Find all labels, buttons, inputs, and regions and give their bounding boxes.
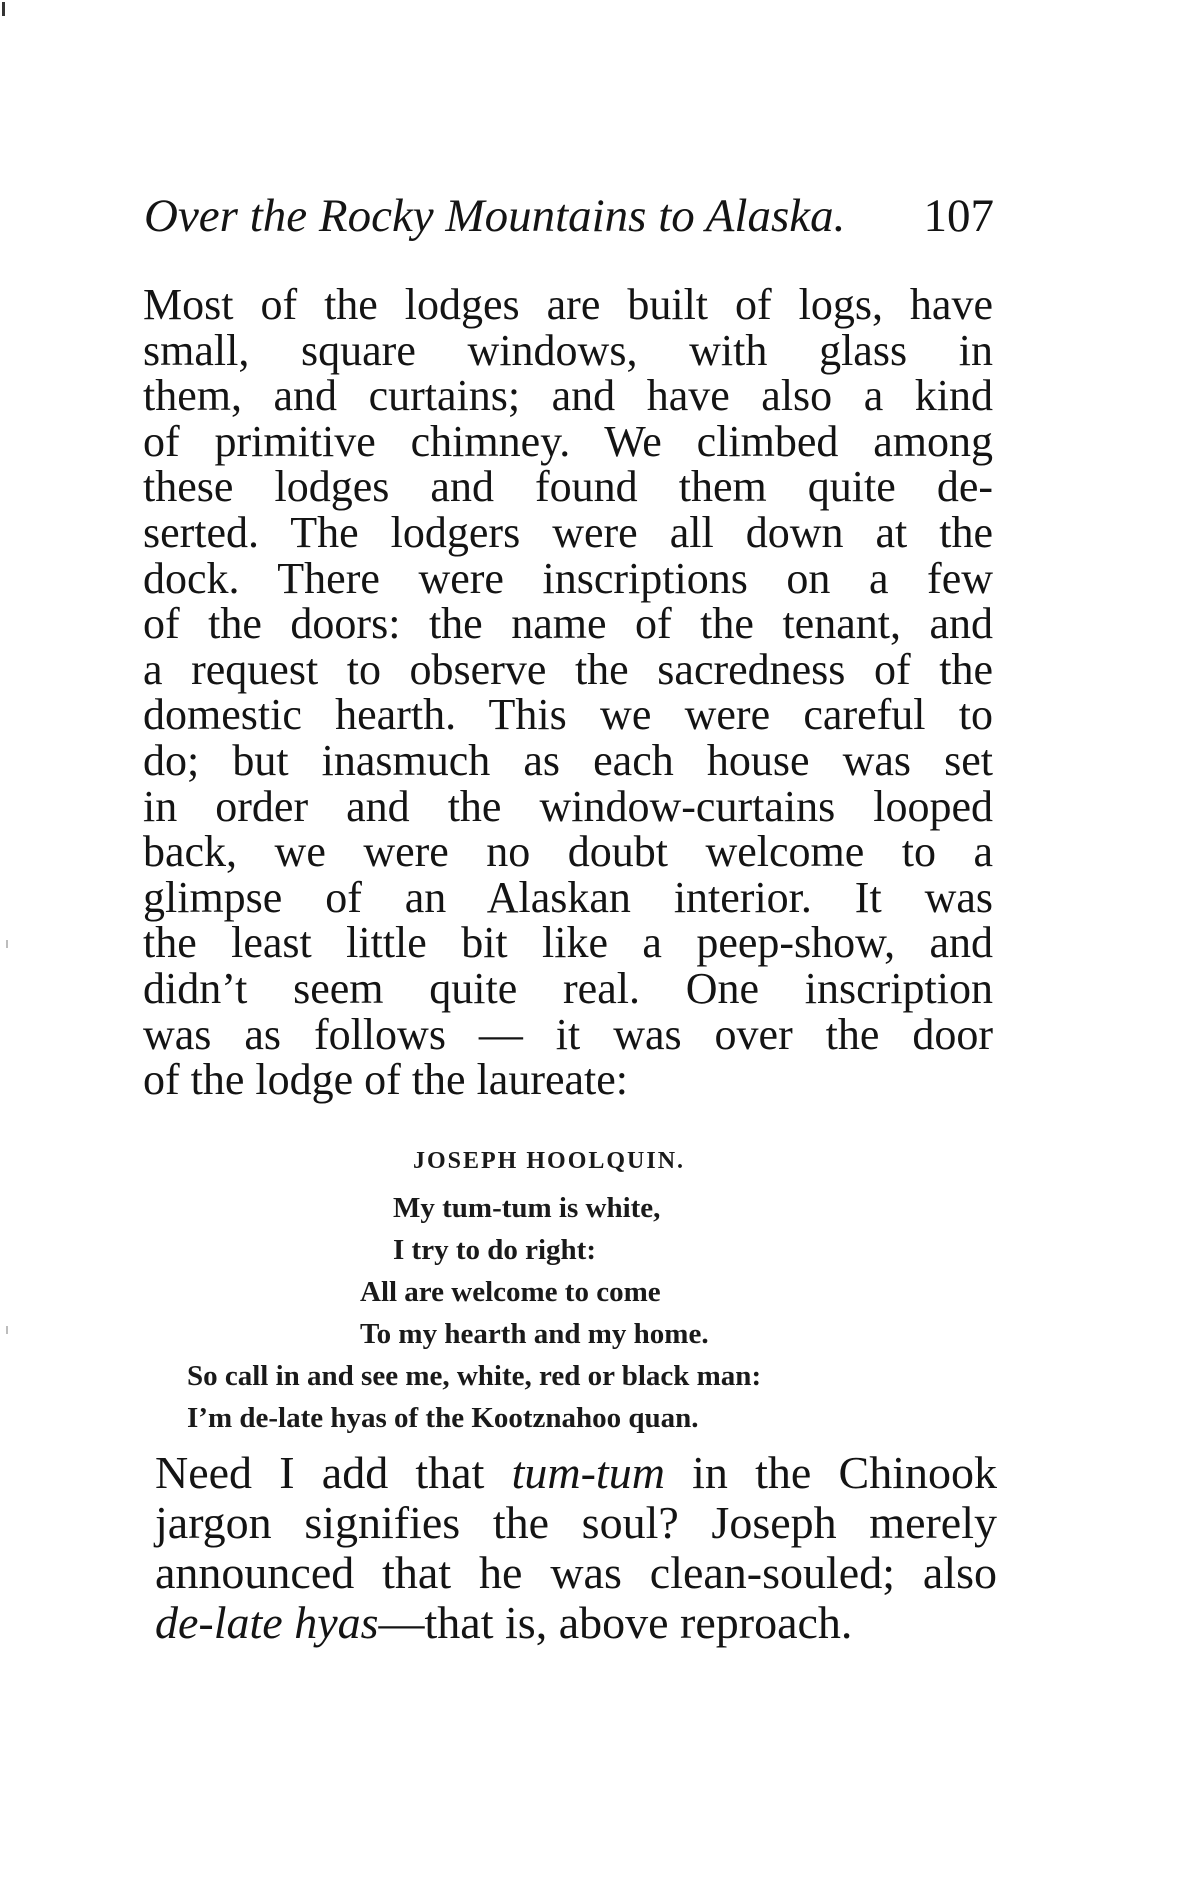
- text-line: the least little bit like a peep-show, and: [143, 918, 993, 968]
- body-paragraph: [143, 282, 993, 1103]
- scan-mark: [2, 2, 5, 16]
- closing-paragraph: [155, 1448, 997, 1648]
- poem-line: My tum-tum is white,: [393, 1192, 661, 1224]
- poem-line: All are welcome to come: [360, 1276, 661, 1308]
- text-line: serted. The lodgers were all down at the: [143, 507, 993, 557]
- text-line: glimpse of an Alaskan interior. It was: [143, 872, 993, 922]
- scan-mark: [6, 940, 8, 948]
- scan-mark: [6, 1326, 8, 1334]
- text-line: didn’t seem quite real. One inscription: [143, 963, 993, 1013]
- text-line: in order and the window-curtains looped: [143, 781, 993, 831]
- text-run: in the Chinook: [664, 1447, 997, 1498]
- italic-term: de-late hyas: [155, 1597, 379, 1648]
- text-line: of the doors: the name of the tenant, and: [143, 599, 993, 649]
- running-header: [144, 186, 994, 246]
- page-number: 107: [923, 190, 994, 242]
- text-line: domestic hearth. This we were careful to: [143, 690, 993, 740]
- text-line: of primitive chimney. We climbed among: [143, 416, 993, 466]
- text-line: dock. There were inscriptions on a few: [143, 553, 993, 603]
- running-title: Over the Rocky Mountains to Alaska.: [144, 190, 846, 242]
- poem-line: So call in and see me, white, red or black man:: [187, 1360, 762, 1392]
- poem-line: I’m de-late hyas of the Kootznahoo quan.: [187, 1402, 699, 1434]
- text-line: Most of the lodges are built of logs, have: [143, 280, 993, 329]
- text-line: back, we were no doubt welcome to a: [143, 827, 993, 877]
- text-line: do; but inasmuch as each house was set: [143, 735, 993, 785]
- text-run: Need I add that: [155, 1447, 512, 1498]
- text-line: small, square windows, with glass in: [143, 325, 993, 375]
- text-line: these lodges and found them quite de-: [143, 462, 993, 512]
- text-line: of the lodge of the laureate:: [143, 1055, 629, 1105]
- text-line: [155, 1448, 997, 1498]
- poem-line: I try to do right:: [393, 1234, 596, 1266]
- text-line: them, and curtains; and have also a kind: [143, 371, 993, 421]
- text-line: [155, 1598, 997, 1648]
- text-line: a request to observe the sacredness of the: [143, 644, 993, 694]
- text-run: —that is, above reproach.: [378, 1597, 853, 1648]
- italic-term: tum-tum: [511, 1447, 665, 1498]
- text-line: jargon signifies the soul? Joseph merely: [155, 1497, 997, 1548]
- text-line: was as follows — it was over the door: [143, 1009, 993, 1059]
- poem-heading: JOSEPH HOOLQUIN.: [413, 1148, 686, 1174]
- poem-line: To my hearth and my home.: [360, 1318, 709, 1350]
- text-line: announced that he was clean-souled; also: [155, 1547, 997, 1598]
